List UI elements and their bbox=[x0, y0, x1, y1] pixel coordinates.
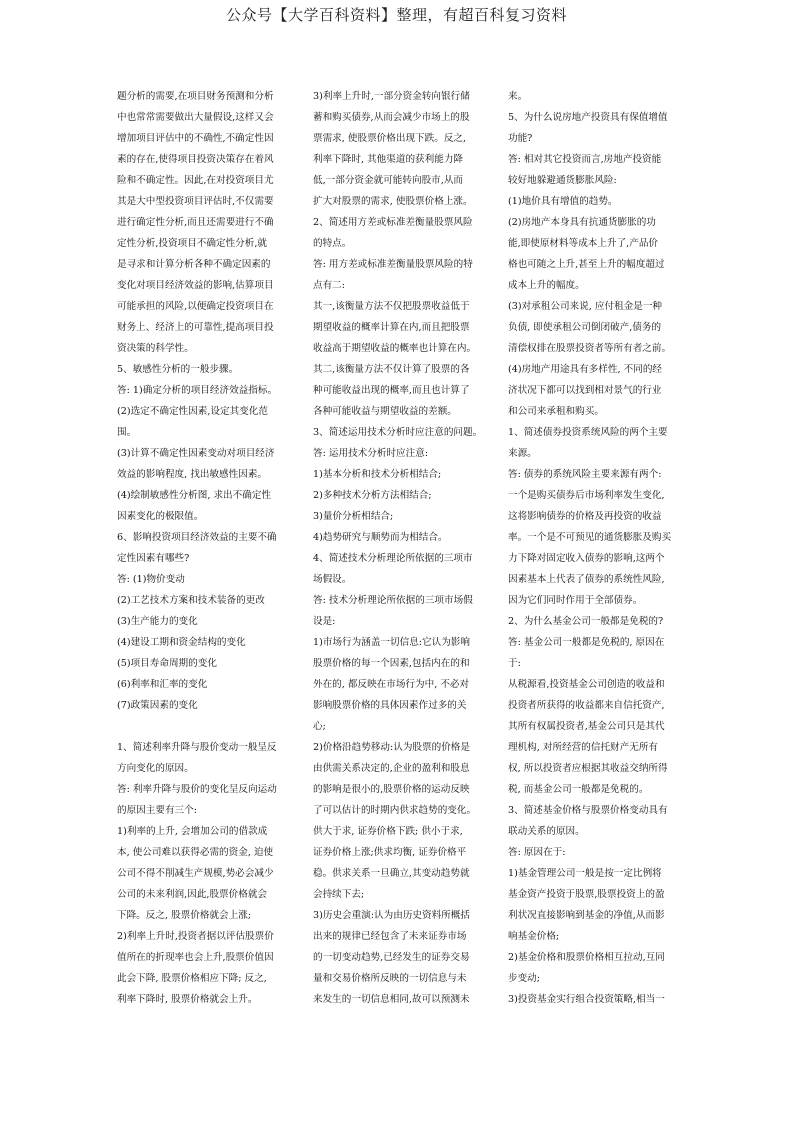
text-line: 点有二: bbox=[313, 280, 346, 291]
text-line: 会持续下去; bbox=[313, 889, 365, 900]
text-line: (3)生产能力的变化 bbox=[117, 616, 198, 627]
text-line: 投资者所获得的收益都来自信托资产, bbox=[508, 700, 665, 711]
text-line: 1)基金管理公司一般是按一定比例将 bbox=[508, 868, 662, 879]
text-line: 率。一个是不可预见的通货膨胀及购买 bbox=[508, 532, 672, 543]
blank-line bbox=[117, 716, 295, 737]
text-line: 量和交易价格所反映的一切信息与未 bbox=[313, 973, 467, 984]
text-line: 其是大中型投资项目评估时,不仅需要 bbox=[117, 196, 274, 207]
text-line: 资决策的科学性。 bbox=[117, 343, 194, 354]
text-line: 3)量价分析相结合; bbox=[313, 511, 394, 522]
text-line: 4)趋势研究与顺势而为相结合。 bbox=[313, 532, 448, 543]
text-column-3 bbox=[508, 86, 686, 1010]
text-line: 的影响是很小的,股票价格的运动反映 bbox=[313, 784, 470, 795]
text-line: 票需求, 使股票价格出现下跌。反之, bbox=[313, 133, 467, 144]
text-line: (3)计算不确定性因素变动对项目经济 bbox=[117, 448, 275, 459]
text-line: 2)基金价格和股票价格相互拉动,互同 bbox=[508, 952, 665, 963]
text-line: 3、简述运用技术分析时应注意的问题。 bbox=[313, 427, 483, 438]
text-line: 1、简述债券投资系统风险的两个主要 bbox=[508, 427, 668, 438]
text-line: 能,即使原材料等成本上升了,产品价 bbox=[508, 238, 659, 249]
text-line: 2)多种技术分析方法相结合; bbox=[313, 490, 432, 501]
text-line: (4)建设工期和资金结构的变化 bbox=[117, 637, 246, 648]
text-line: 来源。 bbox=[508, 448, 537, 459]
text-line: 公司不得不削减生产规模,势必会减少 bbox=[117, 868, 274, 879]
text-line: 济状况下都可以找到相对景气的行业 bbox=[508, 385, 662, 396]
text-line: 负债, 即使承租公司倒闭破产,债务的 bbox=[508, 322, 662, 333]
text-line: 功能? bbox=[508, 133, 533, 144]
text-line: 影响股票价格的具体因素作过多的关 bbox=[313, 700, 467, 711]
text-line: 响基金价格; bbox=[508, 931, 560, 942]
text-line: 进行确定性分析,而且还需要进行不确 bbox=[117, 217, 274, 228]
text-line: 理机构, 对所经营的信托财产无所有 bbox=[508, 742, 659, 753]
text-line: 其一,该衡量方法不仅把股票收益低于 bbox=[313, 301, 470, 312]
text-line: 来发生的一切信息相同,故可以预测未 bbox=[313, 994, 470, 1005]
text-line: 答: 相对其它投资而言,房地产投资能 bbox=[508, 154, 662, 165]
text-line: 一个是购买债券后市场利率发生变化, bbox=[508, 490, 665, 501]
text-line: 此会下降, 股票价格相应下降; 反之, bbox=[117, 973, 267, 984]
text-line: 答: 债券的系统风险主要来源有两个: bbox=[508, 469, 662, 480]
text-line: 蓄和购买债券,从而会减少市场上的股 bbox=[313, 112, 470, 123]
text-line: 下降。反之, 股票价格就会上涨; bbox=[117, 910, 252, 921]
text-line: 的原因主要有三个: bbox=[117, 805, 197, 816]
text-line: 方向变化的原因。 bbox=[117, 763, 194, 774]
text-line: 利状况直接影响到基金的净值,从而影 bbox=[508, 910, 665, 921]
text-line: 权, 所以投资者应根据其收益交纳所得 bbox=[508, 763, 668, 774]
page-header: 公众号【大学百科资料】整理，有超百科复习资料 bbox=[225, 6, 567, 24]
text-column-1 bbox=[117, 86, 295, 1010]
text-line: 5、为什么说房地产投资具有保值增值 bbox=[508, 112, 668, 123]
text-line: 利率下降时, 其他渠道的获利能力降 bbox=[313, 154, 464, 165]
text-line: (2)房地产本身具有抗通货膨胀的功 bbox=[508, 217, 656, 228]
text-line: 6、影响投资项目经济效益的主要不确 bbox=[117, 532, 277, 543]
text-line: 供大于求, 证券价格下跌; 供小于求, bbox=[313, 826, 463, 837]
text-line: 低,一部分资金就可能转向股市,从而 bbox=[313, 175, 464, 186]
text-line: 3、简述基金价格与股票价格变动具有 bbox=[508, 805, 668, 816]
text-line: (2)工艺技术方案和技术装备的更改 bbox=[117, 595, 265, 606]
text-line: 1)基本分析和技术分析相结合; bbox=[313, 469, 442, 480]
text-line: 5、敏感性分析的一般步骤。 bbox=[117, 364, 239, 375]
text-line: 是寻求和计算分析各种不确定因素的 bbox=[117, 259, 271, 270]
text-line: 这将影响债券的价格及再投资的收益 bbox=[508, 511, 662, 522]
text-line: (6)利率和汇率的变化 bbox=[117, 679, 208, 690]
text-line: (1)地价具有增值的趋势。 bbox=[508, 196, 618, 207]
text-line: 答: (1)物价变动 bbox=[117, 574, 185, 585]
text-line: 利率下降时, 股票价格就会上升。 bbox=[117, 994, 258, 1005]
text-line: 财务上、经济上的可靠性,提高项目投 bbox=[117, 322, 274, 333]
text-line: 1)市场行为涵盖一切信息:它认为影响 bbox=[313, 637, 470, 648]
text-line: 税, 而基金公司一般都是免税的。 bbox=[508, 784, 649, 795]
text-line: 题分析的需要,在项目财务预测和分析 bbox=[117, 91, 274, 102]
text-line: 素的存在,使得项目投资决策存在着风 bbox=[117, 154, 274, 165]
text-line: 增加项目评估中的不确性,不确定性因 bbox=[117, 133, 274, 144]
text-line: 答: 技术分析理论所依据的三项市场假 bbox=[313, 595, 473, 606]
text-line: 种可能收益出现的概率,而且也计算了 bbox=[313, 385, 470, 396]
text-line: 公司的未来利润,因此,股票价格就会 bbox=[117, 889, 268, 900]
text-line: 力下降对固定收入债券的影响,这两个 bbox=[508, 553, 665, 564]
text-line: 外在的, 都反映在市场行为中, 不必对 bbox=[313, 679, 470, 690]
text-line: 3)投资基金实行组合投资策略,相当一 bbox=[508, 994, 665, 1005]
text-line: 答: 基金公司一般都是免税的, 原因在 bbox=[508, 637, 665, 648]
text-line: 稳。供求关系一旦确立,其变动趋势就 bbox=[313, 868, 470, 879]
text-line: 期望收益的概率计算在内,而且把股票 bbox=[313, 322, 470, 333]
text-line: 2)利率上升时,投资者据以评估股票价 bbox=[117, 931, 274, 942]
text-line: 因素变化的极限值。 bbox=[117, 511, 204, 522]
text-line: 4、简述技术分析理论所依据的三项市 bbox=[313, 553, 473, 564]
text-line: 收益高于期望收益的概率也计算在内。 bbox=[313, 343, 477, 354]
text-line: 的一切变动趋势,已经发生的证券交易 bbox=[313, 952, 470, 963]
text-line: 其二,该衡量方法不仅计算了股票的各 bbox=[313, 364, 470, 375]
text-line: 效益的影响程度, 找出敏感性因素。 bbox=[117, 469, 268, 480]
text-line: 成本上升的幅度。 bbox=[508, 280, 585, 291]
text-line: 的特点。 bbox=[313, 238, 352, 249]
text-line: 3)历史会重演:认为由历史资料所概括 bbox=[313, 910, 470, 921]
text-line: 格也可随之上升,甚至上升的幅度超过 bbox=[508, 259, 665, 270]
text-line: 3)利率上升时,一部分资金转向银行储 bbox=[313, 91, 470, 102]
text-line: 答: 利率升降与股价的变化呈反向运动 bbox=[117, 784, 277, 795]
text-line: 2、为什么基金公司一般都是免税的? bbox=[508, 616, 664, 627]
text-line: 于: bbox=[508, 658, 521, 669]
text-line: 答: 1)确定分析的项目经济效益指标。 bbox=[117, 385, 278, 396]
text-line: 答: 原因在于: bbox=[508, 847, 566, 858]
text-line: 1)利率的上升, 会增加公司的借款成 bbox=[117, 826, 268, 837]
text-line: 基金资产投资于股票,股票投资上的盈 bbox=[508, 889, 665, 900]
text-column-2 bbox=[313, 86, 491, 1010]
text-line: 值所在的折现率也会上升,股票价值因 bbox=[117, 952, 274, 963]
text-line: 了可以估计的时期内供求趋势的变化。 bbox=[313, 805, 477, 816]
text-line: 险和不确定性。因此,在对投资项目尤 bbox=[117, 175, 274, 186]
text-line: 可能承担的风险,以便确定投资项目在 bbox=[117, 301, 274, 312]
text-line: 股票价格的每一个因素,包括内在的和 bbox=[313, 658, 470, 669]
text-line: 扩大对股票的需求, 使股票价格上涨。 bbox=[313, 196, 473, 207]
text-line: (4)绘制敏感性分析图, 求出不确定性 bbox=[117, 490, 272, 501]
text-line: 各种可能收益与期望收益的差额。 bbox=[313, 406, 457, 417]
text-line: 联动关系的原因。 bbox=[508, 826, 585, 837]
text-line: 其所有权属投资者,基金公司只是其代 bbox=[508, 721, 665, 732]
text-line: (5)项目寿命周期的变化 bbox=[117, 658, 217, 669]
text-line: 证券价格上涨;供求均衡, 证券价格平 bbox=[313, 847, 467, 858]
text-line: 围。 bbox=[117, 427, 137, 438]
text-line: 定性分析,投资项目不确定性分析,就 bbox=[117, 238, 268, 249]
text-line: 定性因素有哪些? bbox=[117, 553, 190, 564]
text-line: 设是: bbox=[313, 616, 336, 627]
text-line: 2、简述用方差或标准差衡量股票风险 bbox=[313, 217, 473, 228]
text-line: 和公司来承租和购买。 bbox=[508, 406, 604, 417]
text-line: 本, 使公司难以获得必需的资金, 迫使 bbox=[117, 847, 274, 858]
text-line: 来。 bbox=[508, 91, 528, 102]
text-line: (2)选定不确定性因素,设定其变化范 bbox=[117, 406, 268, 417]
text-line: 由供需关系决定的,企业的盈利和股息 bbox=[313, 763, 470, 774]
text-line: 清偿权排在股票投资者等所有者之前。 bbox=[508, 343, 672, 354]
text-line: 因素基本上代表了债券的系统性风险, bbox=[508, 574, 665, 585]
text-line: 1、简述利率升降与股价变动一般呈反 bbox=[117, 742, 277, 753]
text-line: 从税源看,投资基金公司创造的收益和 bbox=[508, 679, 665, 690]
text-line: 中也常常需要做出大量假设,这样又会 bbox=[117, 112, 274, 123]
text-line: (4)房地产用途具有多样性, 不同的经 bbox=[508, 364, 663, 375]
text-line: 场假设。 bbox=[313, 574, 352, 585]
text-line: 答: 运用技术分析时应注意: bbox=[313, 448, 429, 459]
text-line: 2)价格沿趋势移动:认为股票的价格是 bbox=[313, 742, 470, 753]
text-line: (3)对承租公司来说, 应付租金是一种 bbox=[508, 301, 663, 312]
text-line: 答: 用方差或标准差衡量股票风险的特 bbox=[313, 259, 473, 270]
text-line: (7)政策因素的变化 bbox=[117, 700, 198, 711]
text-line: 变化对项目经济效益的影响,估算项目 bbox=[117, 280, 274, 291]
text-line: 心; bbox=[313, 721, 326, 732]
text-line: 因为它们同时作用于全部债券。 bbox=[508, 595, 643, 606]
text-line: 步变动; bbox=[508, 973, 541, 984]
text-line: 出来的规律已经包含了未来证券市场 bbox=[313, 931, 467, 942]
text-line: 较好地躲避通货膨胀风险: bbox=[508, 175, 617, 186]
